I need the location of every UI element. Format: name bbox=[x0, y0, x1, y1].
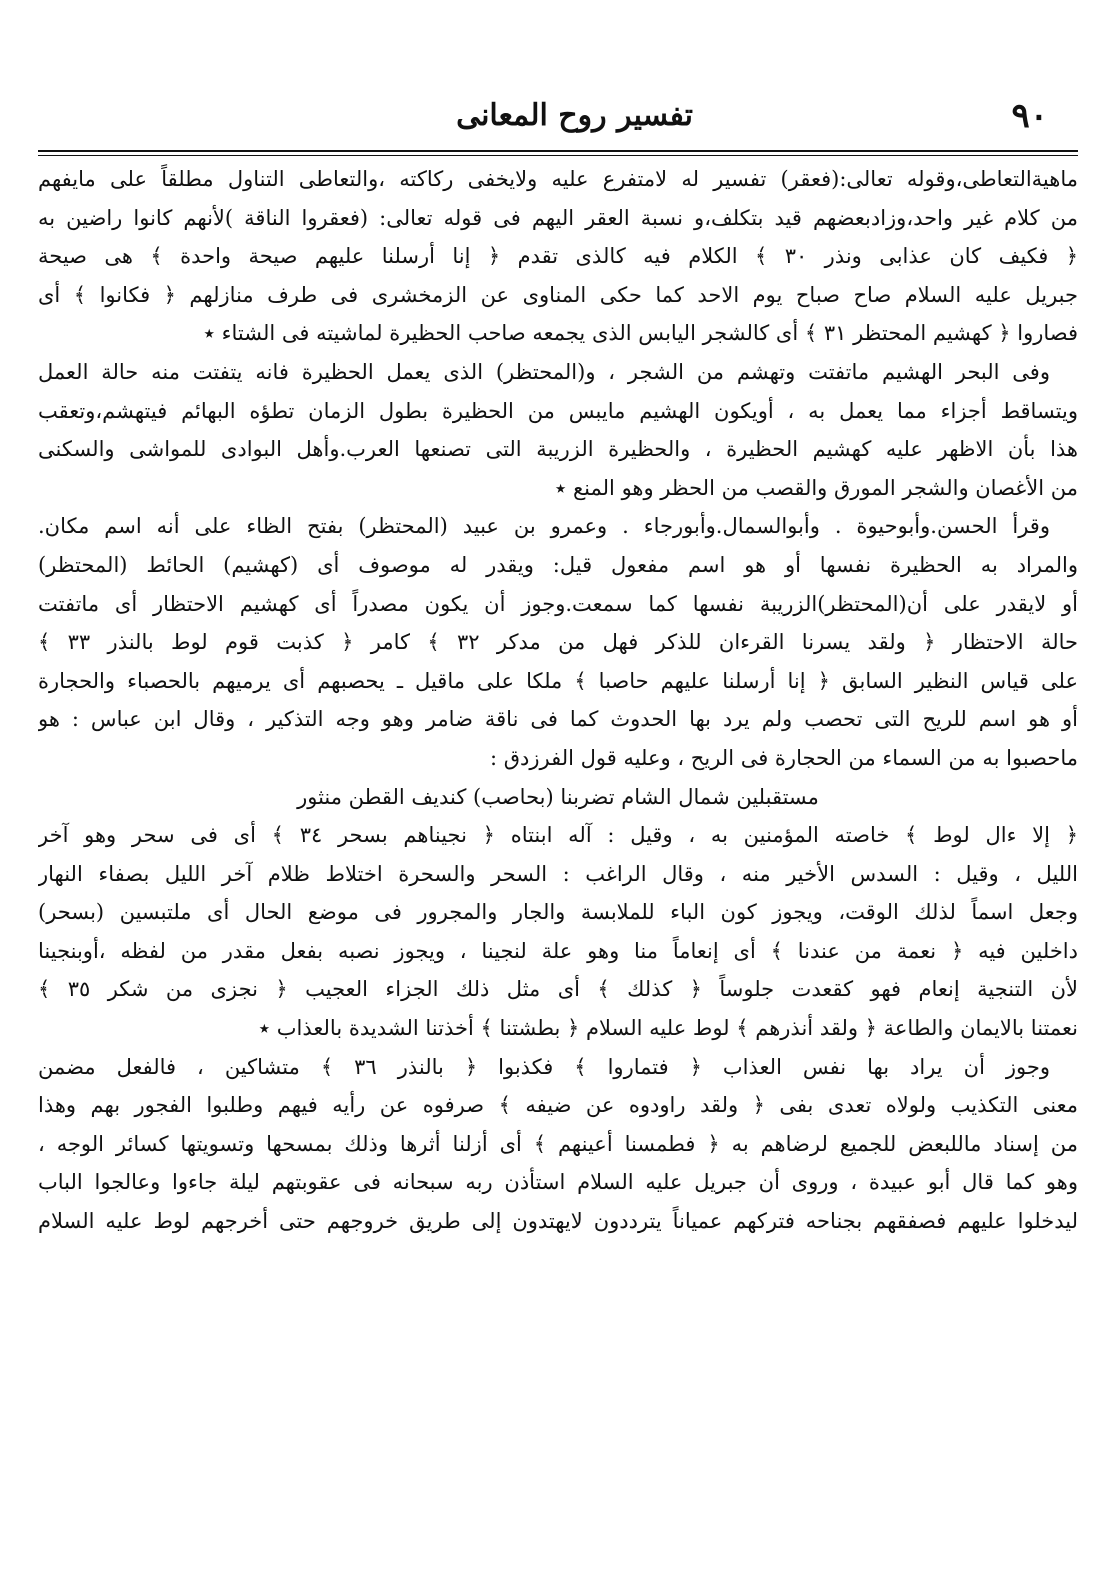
text-line: وهو كما قال أبو عبيدة ، وروى أن جبريل عليه السلام استأذن ربه سبحانه فى عقوبتهم ليلة جاءوا وعالجوا الباب bbox=[38, 1170, 1078, 1195]
text-line: لأن التنجية إنعام فهو كقعدت جلوساً ﴿ كذلك ﴾ أى مثل ذلك الجزاء العجيب ﴿ نجزى من شكر ٣٥ ﴾ bbox=[38, 977, 1078, 1002]
book-page bbox=[38, 94, 1078, 1554]
text-line: ماحصبوا به من السماء من الحجارة فى الريح ، وعليه قول الفرزدق : bbox=[489, 745, 1078, 770]
text-line: ليدخلوا عليهم فصفقهم بجناحه فتركهم عمياناً يترددون لايهتدون إلى طريق خروجهم حتى أخرجهم لوط عليه السلام bbox=[38, 1209, 1078, 1234]
text-line: من الأغصان والشجر المورق والقصب من الحظر وهو المنع ٭ bbox=[554, 475, 1078, 500]
text-line: حالة الاحتظار ﴿ ولقد يسرنا القرءان للذكر فهل من مدكر ٣٢ ﴾ كامر ﴿ كذبت قوم لوط بالنذر ٣٣ ﴾ bbox=[38, 630, 1078, 655]
text-line: وقرأ الحسن.وأبوحيوة . وأبوالسمال.وأبورجاء . وعمرو بن عبيد (المحتظر) بفتح الظاء على أنه اسم مكان. bbox=[38, 514, 1050, 539]
text-line: وجوز أن يراد بها نفس العذاب ﴿ فتماروا ﴾ فكذبوا ﴿ بالنذر ٣٦ ﴾ متشاكين ، فالفعل مضمن bbox=[38, 1054, 1050, 1079]
text-line: نعمتنا بالايمان والطاعة ﴿ ولقد أنذرهم ﴾ لوط عليه السلام ﴿ بطشتنا ﴾ أخذتنا الشديدة بالعذاب ٭ bbox=[258, 1016, 1078, 1041]
page-header bbox=[38, 94, 1078, 148]
text-line: وفى البحر الهشيم ماتفتت وتهشم من الشجر ، و(المحتظر) الذى يعمل الحظيرة فانه يتفتت منه حالة العمل bbox=[38, 359, 1050, 384]
page-number: ٩٠ bbox=[1011, 96, 1048, 136]
text-line: هذا بأن الاظهر عليه كهشيم الحظيرة ، والحظيرة الزريبة التى تصنعها العرب.وأهل البوادى للمواشى والسكنى bbox=[38, 437, 1078, 462]
text-line: ﴿ إلا ءال لوط ﴾ خاصته المؤمنين به ، وقيل : آله ابنتاه ﴿ نجيناهم بسحر ٣٤ ﴾ أى فى سحر وهو آخر bbox=[38, 823, 1078, 848]
header-rule bbox=[38, 150, 1078, 152]
text-line: أو لايقدر على أن(المحتظر)الزريبة نفسها كما سمعت.وجوز أن يكون مصدراً أى كهشيم الاحتظار أى ماتفتت bbox=[38, 591, 1078, 616]
page-body bbox=[38, 160, 1078, 1241]
text-line: مستقبلين شمال الشام تضربنا (بحاصب) كنديف القطن منثور bbox=[297, 784, 819, 809]
text-line: وجعل اسماً لذلك الوقت، ويجوز كون الباء للملابسة والجار والمجرور فى موضع الحال أى ملتبسين (بسحر) bbox=[38, 900, 1078, 925]
text-line: الليل ، وقيل : السدس الأخير منه ، وقال الراغب : السحر والسحرة اختلاط ظلام آخر الليل بصفاء النهار bbox=[38, 861, 1078, 886]
text-line: من كلام غير واحد،وزادبعضهم قيد بتكلف،و نسبة العقر اليهم فى قوله تعالى: (فعقروا الناقة )لأنهم كانوا راضين به bbox=[38, 205, 1078, 230]
text-line: داخلين فيه ﴿ نعمة من عندنا ﴾ أى إنعاماً منا وهو علة لنجينا ، ويجوز نصبه بفعل مقدر من لفظه ،أوبنجينا bbox=[38, 938, 1078, 963]
text-line: معنى التكذيب ولولاه تعدى بفى ﴿ ولقد راودوه عن ضيفه ﴾ صرفوه عن رأيه فيهم وطلبوا الفجور بهم وهذا bbox=[38, 1093, 1078, 1118]
text-line: ماهيةالتعاطى،وقوله تعالى:(فعقر) تفسير له لامتفرع عليه ولايخفى ركاكته ،والتعاطى التناول مطلقاً على مايفهم bbox=[38, 167, 1078, 191]
text-line: ويتساقط أجزاء مما يعمل به ، أويكون الهشيم مايبس من الحظيرة بطول الزمان تطؤه البهائم فيتهشم،وتعقب bbox=[38, 398, 1078, 423]
text-line: على قياس النظير السابق ﴿ إنا أرسلنا عليهم حاصبا ﴾ ملكا على ماقيل ـ يحصبهم أى يرميهم بالحصباء والحجارة bbox=[38, 668, 1078, 693]
text-line: جبريل عليه السلام صاح صباح يوم الاحد كما حكى المناوى عن الزمخشرى فى طرف منازلهم ﴿ فكانوا ﴾ أى bbox=[38, 282, 1078, 307]
text-line: والمراد به الحظيرة نفسها أو هو اسم مفعول قيل: ويقدر له موصوف أى (كهشيم) الحائط (المحتظر) bbox=[38, 552, 1078, 577]
text-line: أو هو اسم للريح التى تحصب ولم يرد بها الحدوث كما فى ناقة ضامر وهو وجه التذكير ، وقال ابن عباس : هو bbox=[38, 707, 1078, 732]
running-title: تفسير روح المعانى bbox=[456, 98, 693, 133]
header-rule-thin bbox=[38, 155, 1078, 156]
text-line: من إسناد ماللبعض للجميع لرضاهم به ﴿ فطمسنا أعينهم ﴾ أى أزلنا أثرها وذلك بمسحها وتسويتها كسائر الوجه ، bbox=[38, 1131, 1078, 1156]
text-line: فصاروا ﴿ كهشيم المحتظر ٣١ ﴾ أى كالشجر اليابس الذى يجمعه صاحب الحظيرة لماشيته فى الشتاء ٭ bbox=[203, 321, 1078, 346]
text-line: ﴿ فكيف كان عذابى ونذر ٣٠ ﴾ الكلام فيه كالذى تقدم ﴿ إنا أرسلنا عليهم صيحة واحدة ﴾ هى صيحة bbox=[38, 244, 1078, 269]
